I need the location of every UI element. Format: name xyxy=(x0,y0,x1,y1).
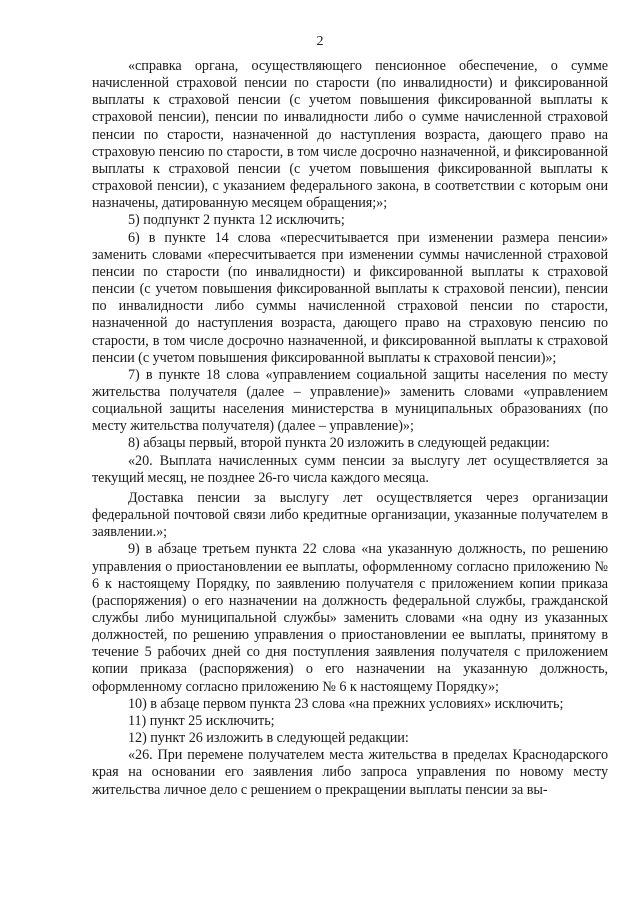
paragraph-clause-20: «20. Выплата начисленных сумм пенсии за выслугу лет осуществляется за текущий месяц, не позднее 26-го числа каждого месяца. xyxy=(92,452,608,486)
paragraph-item-10: 10) в абзаце первом пункта 23 слова «на прежних условиях» исключить; xyxy=(128,695,564,712)
paragraph-item-8: 8) абзацы первый, второй пункта 20 изложить в следующей редакции: xyxy=(128,435,550,452)
paragraph-clause-26: «26. При перемене получателем места жительства в пределах Краснодарского края на основании его заявления либо запроса управления по новому месту жительства личное дело с решением о прекращении выплаты пенсии за вы- xyxy=(92,747,608,798)
paragraph-item-7: 7) в пункте 18 слова «управлением социальной защиты населения по месту жительства получателя (далее – управление)» заменить словами «управлением социальной защиты населения министерства в муниципальных образованиях (по месту жительства получателя) (далее – управление)»; xyxy=(92,366,608,435)
paragraph-item-5: 5) подпункт 2 пункта 12 исключить; xyxy=(128,212,345,229)
paragraph-certificate: «справка органа, осуществляющего пенсионное обеспечение, о сумме начисленной страховой пенсии по старости (по инвалидности) и фиксированной выплаты к страховой пенсии (с учетом повышения фиксированной выплаты к страховой пенсии), пенсии по инвалидности либо о сумме начисленной страховой пенсии по старости, назначенной до наступления возраста, дающего право на страховую пенсию по старости, в том числе досрочно назначенной, и фиксированной выплаты к страховой пенсии (с учетом повышения фиксированной выплаты к страховой пенсии), с указанием федерального закона, в соответствии с которым они назначены, датированную месяцем обращения;»; xyxy=(92,58,608,212)
paragraph-item-9: 9) в абзаце третьем пункта 22 слова «на указанную должность, по решению управления о приостановлении ее выплаты, оформленному согласно приложению № 6 к настоящему Порядку, по заявлению получателя с приложением копии приказа (распоряжения) о его назначении на должность федеральной службы, гражданской службы либо муниципальной службы» заменить словами «на одну из указанных должностей, по решению управления о приостановлении ее выплаты, принятому в течение 5 рабочих дней со дня поступления заявления получателя с приложением копии приказа (распоряжения) о его назначении на указанную должность, оформленному согласно приложению № 6 к настоящему Порядку»; xyxy=(92,541,608,695)
paragraph-delivery: Доставка пенсии за выслугу лет осуществляется через организации федеральной почтовой связи либо кредитные организации, указанные получателем в заявлении.»; xyxy=(92,489,608,541)
page-number: 2 xyxy=(316,34,324,49)
paragraph-item-12: 12) пункт 26 изложить в следующей редакции: xyxy=(128,730,409,747)
document-body xyxy=(92,58,608,799)
paragraph-item-6: 6) в пункте 14 слова «пересчитывается при изменении размера пенсии» заменить словами «пересчитывается при изменении суммы начисленной страховой пенсии по старости (по инвалидности) и фиксированной выплаты к страховой пенсии (с учетом повышения фиксированной выплаты к страховой пенсии), пенсии по инвалидности либо суммы начисленной страховой пенсии по старости, назначенной до наступления возраста, дающего право на страховую пенсию по старости, в том числе досрочно назначенной, и фиксированной выплаты к страховой пенсии (с учетом повышения фиксированной выплаты к страховой пенсии)»; xyxy=(92,229,608,366)
paragraph-item-11: 11) пункт 25 исключить; xyxy=(128,712,275,729)
